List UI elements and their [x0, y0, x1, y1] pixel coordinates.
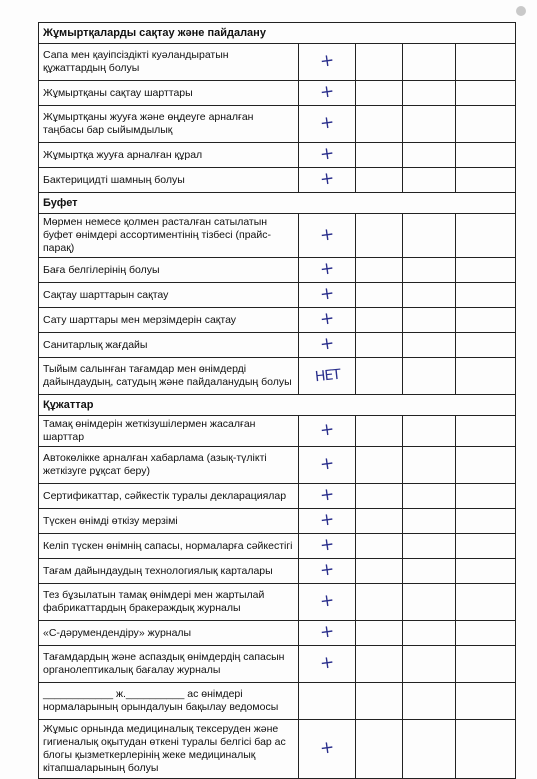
empty-cell: [403, 720, 456, 779]
handwritten-mark: +: [318, 652, 336, 674]
checklist-row: [39, 308, 516, 333]
empty-cell: [403, 214, 456, 258]
empty-cell: [356, 559, 403, 584]
requirement-text: Жұмыртқа жууға арналған құрал: [39, 143, 299, 168]
empty-cell: [403, 484, 456, 509]
empty-cell: [456, 559, 516, 584]
checklist-row: [39, 143, 516, 168]
compliance-cell: [299, 44, 356, 81]
compliance-cell: [299, 106, 356, 143]
checklist-row: [39, 106, 516, 143]
checklist-table: [38, 22, 516, 779]
empty-cell: [456, 584, 516, 621]
empty-cell: [456, 447, 516, 484]
handwritten-mark: +: [318, 223, 336, 246]
checklist-row: [39, 484, 516, 509]
requirement-text: ____________ ж.__________ ас өнімдері нормаларының орындалуын бақылау ведомосы: [39, 683, 299, 720]
compliance-cell: [299, 646, 356, 683]
compliance-cell: [299, 258, 356, 283]
empty-cell: [456, 333, 516, 358]
empty-cell: [456, 258, 516, 283]
empty-cell: [456, 484, 516, 509]
requirement-text: Автокөлікке арналған хабарлама (азық-түлікті жеткізуге рұқсат беру): [39, 447, 299, 484]
empty-cell: [356, 168, 403, 193]
empty-cell: [456, 720, 516, 779]
empty-cell: [456, 143, 516, 168]
handwritten-mark: +: [318, 168, 336, 190]
empty-cell: [356, 534, 403, 559]
empty-cell: [356, 333, 403, 358]
handwritten-mark: +: [318, 258, 336, 280]
empty-cell: [403, 44, 456, 81]
requirement-text: Келіп түскен өнімнің сапасы, нормаларға сәйкестігі: [39, 534, 299, 559]
requirement-text: Жұмыс орнында медициналық тексеруден және гигиеналық оқытудан өткені туралы белгісі бар ас блогы қызметкерлерінің жеке медициналық кітапшаларының болуы: [39, 720, 299, 779]
empty-cell: [456, 214, 516, 258]
requirement-text: «С-дәрумендендіру» журналы: [39, 621, 299, 646]
empty-cell: [403, 534, 456, 559]
requirement-text: Тыйым салынған тағамдар мен өнімдерді дайындаудың, сатудың және пайдаланудың болуы: [39, 358, 299, 395]
handwritten-mark: +: [318, 50, 336, 72]
empty-cell: [356, 106, 403, 143]
section-title: Жұмыртқаларды сақтау және пайдалану: [39, 23, 516, 44]
section-row: [39, 23, 516, 44]
empty-cell: [403, 283, 456, 308]
compliance-cell: [299, 683, 356, 720]
section-row: [39, 193, 516, 214]
compliance-cell: [299, 168, 356, 193]
empty-cell: [356, 720, 403, 779]
empty-cell: [456, 509, 516, 534]
empty-cell: [356, 584, 403, 621]
compliance-cell: [299, 333, 356, 358]
compliance-cell: [299, 584, 356, 621]
requirement-text: Тағамдардың және аспаздық өнімдердің сапасын органолептикалық бағалау журналы: [39, 646, 299, 683]
checklist-row: [39, 559, 516, 584]
compliance-cell: [299, 358, 356, 395]
handwritten-mark: +: [318, 484, 336, 506]
requirement-text: Тез бұзылатын тамақ өнімдері мен жартылай фабрикаттардың бракераждық журналы: [39, 584, 299, 621]
requirement-text: Сертификаттар, сәйкестік туралы декларациялар: [39, 484, 299, 509]
requirement-text: Санитарлық жағдайы: [39, 333, 299, 358]
empty-cell: [403, 646, 456, 683]
handwritten-mark: +: [318, 559, 336, 581]
empty-cell: [456, 44, 516, 81]
checklist-row: [39, 584, 516, 621]
requirement-text: Мөрмен немесе қолмен расталған сатылатын буфет өнімдері ассортиментінің тізбесі (прайс-парақ): [39, 214, 299, 258]
empty-cell: [403, 559, 456, 584]
requirement-text: Тамақ өнімдерін жеткізушілермен жасалған шарттар: [39, 416, 299, 447]
empty-cell: [456, 106, 516, 143]
compliance-cell: [299, 509, 356, 534]
compliance-cell: [299, 484, 356, 509]
handwritten-mark: +: [318, 308, 336, 330]
empty-cell: [456, 168, 516, 193]
handwritten-mark: +: [318, 143, 336, 165]
checklist-row: [39, 646, 516, 683]
empty-cell: [456, 308, 516, 333]
requirement-text: Сапа мен қауіпсіздікті куәландыратын құжаттардың болуы: [39, 44, 299, 81]
compliance-cell: [299, 81, 356, 106]
requirement-text: Жұмыртқаны жууға және өңдеуге арналған таңбасы бар сыйымдылық: [39, 106, 299, 143]
compliance-cell: [299, 534, 356, 559]
checklist-row: [39, 509, 516, 534]
handwritten-mark: +: [318, 737, 336, 759]
empty-cell: [356, 358, 403, 395]
empty-cell: [403, 308, 456, 333]
empty-cell: [356, 646, 403, 683]
checklist-row: [39, 358, 516, 395]
empty-cell: [403, 258, 456, 283]
compliance-cell: [299, 214, 356, 258]
empty-cell: [403, 333, 456, 358]
empty-cell: [456, 683, 516, 720]
handwritten-mark: НЕТ: [313, 366, 341, 385]
empty-cell: [403, 358, 456, 395]
empty-cell: [403, 81, 456, 106]
handwritten-mark: +: [318, 509, 336, 531]
checklist-row: [39, 168, 516, 193]
requirement-text: Жұмыртқаны сақтау шарттары: [39, 81, 299, 106]
compliance-cell: [299, 416, 356, 447]
section-row: [39, 395, 516, 416]
compliance-cell: [299, 559, 356, 584]
checklist-row: [39, 683, 516, 720]
empty-cell: [356, 283, 403, 308]
checklist-row: [39, 720, 516, 779]
empty-cell: [403, 168, 456, 193]
handwritten-mark: +: [318, 112, 336, 134]
handwritten-mark: +: [318, 81, 336, 103]
empty-cell: [403, 143, 456, 168]
handwritten-mark: +: [318, 283, 336, 305]
requirement-text: Бактерицидті шамның болуы: [39, 168, 299, 193]
empty-cell: [356, 621, 403, 646]
empty-cell: [403, 416, 456, 447]
section-title: Құжаттар: [39, 395, 516, 416]
empty-cell: [456, 81, 516, 106]
empty-cell: [456, 358, 516, 395]
empty-cell: [356, 44, 403, 81]
checklist-row: [39, 258, 516, 283]
empty-cell: [456, 621, 516, 646]
checklist-row: [39, 621, 516, 646]
empty-cell: [356, 81, 403, 106]
empty-cell: [403, 584, 456, 621]
section-title: Буфет: [39, 193, 516, 214]
empty-cell: [356, 416, 403, 447]
checklist-row: [39, 283, 516, 308]
requirement-text: Сақтау шарттарын сақтау: [39, 283, 299, 308]
handwritten-mark: +: [318, 419, 336, 441]
compliance-cell: [299, 308, 356, 333]
empty-cell: [403, 683, 456, 720]
empty-cell: [456, 416, 516, 447]
requirement-text: Баға белгілерінің болуы: [39, 258, 299, 283]
empty-cell: [456, 283, 516, 308]
empty-cell: [356, 509, 403, 534]
empty-cell: [356, 214, 403, 258]
empty-cell: [403, 621, 456, 646]
checklist-row: [39, 447, 516, 484]
handwritten-mark: +: [318, 453, 336, 475]
empty-cell: [356, 143, 403, 168]
empty-cell: [356, 484, 403, 509]
empty-cell: [403, 509, 456, 534]
compliance-cell: [299, 283, 356, 308]
empty-cell: [456, 646, 516, 683]
compliance-cell: [299, 447, 356, 484]
requirement-text: Түскен өнімді өткізу мерзімі: [39, 509, 299, 534]
checklist-row: [39, 214, 516, 258]
handwritten-mark: +: [318, 333, 336, 355]
punch-mark: [516, 6, 526, 16]
empty-cell: [403, 447, 456, 484]
checklist-row: [39, 81, 516, 106]
compliance-cell: [299, 621, 356, 646]
handwritten-mark: +: [318, 534, 336, 556]
empty-cell: [356, 308, 403, 333]
empty-cell: [356, 258, 403, 283]
checklist-row: [39, 416, 516, 447]
requirement-text: Сату шарттары мен мерзімдерін сақтау: [39, 308, 299, 333]
empty-cell: [356, 683, 403, 720]
empty-cell: [403, 106, 456, 143]
checklist-row: [39, 44, 516, 81]
checklist-row: [39, 333, 516, 358]
empty-cell: [356, 447, 403, 484]
empty-cell: [456, 534, 516, 559]
handwritten-mark: +: [318, 590, 336, 612]
compliance-cell: [299, 143, 356, 168]
requirement-text: Тағам дайындаудың технологиялық карталары: [39, 559, 299, 584]
compliance-cell: [299, 720, 356, 779]
checklist-row: [39, 534, 516, 559]
handwritten-mark: +: [318, 621, 336, 643]
